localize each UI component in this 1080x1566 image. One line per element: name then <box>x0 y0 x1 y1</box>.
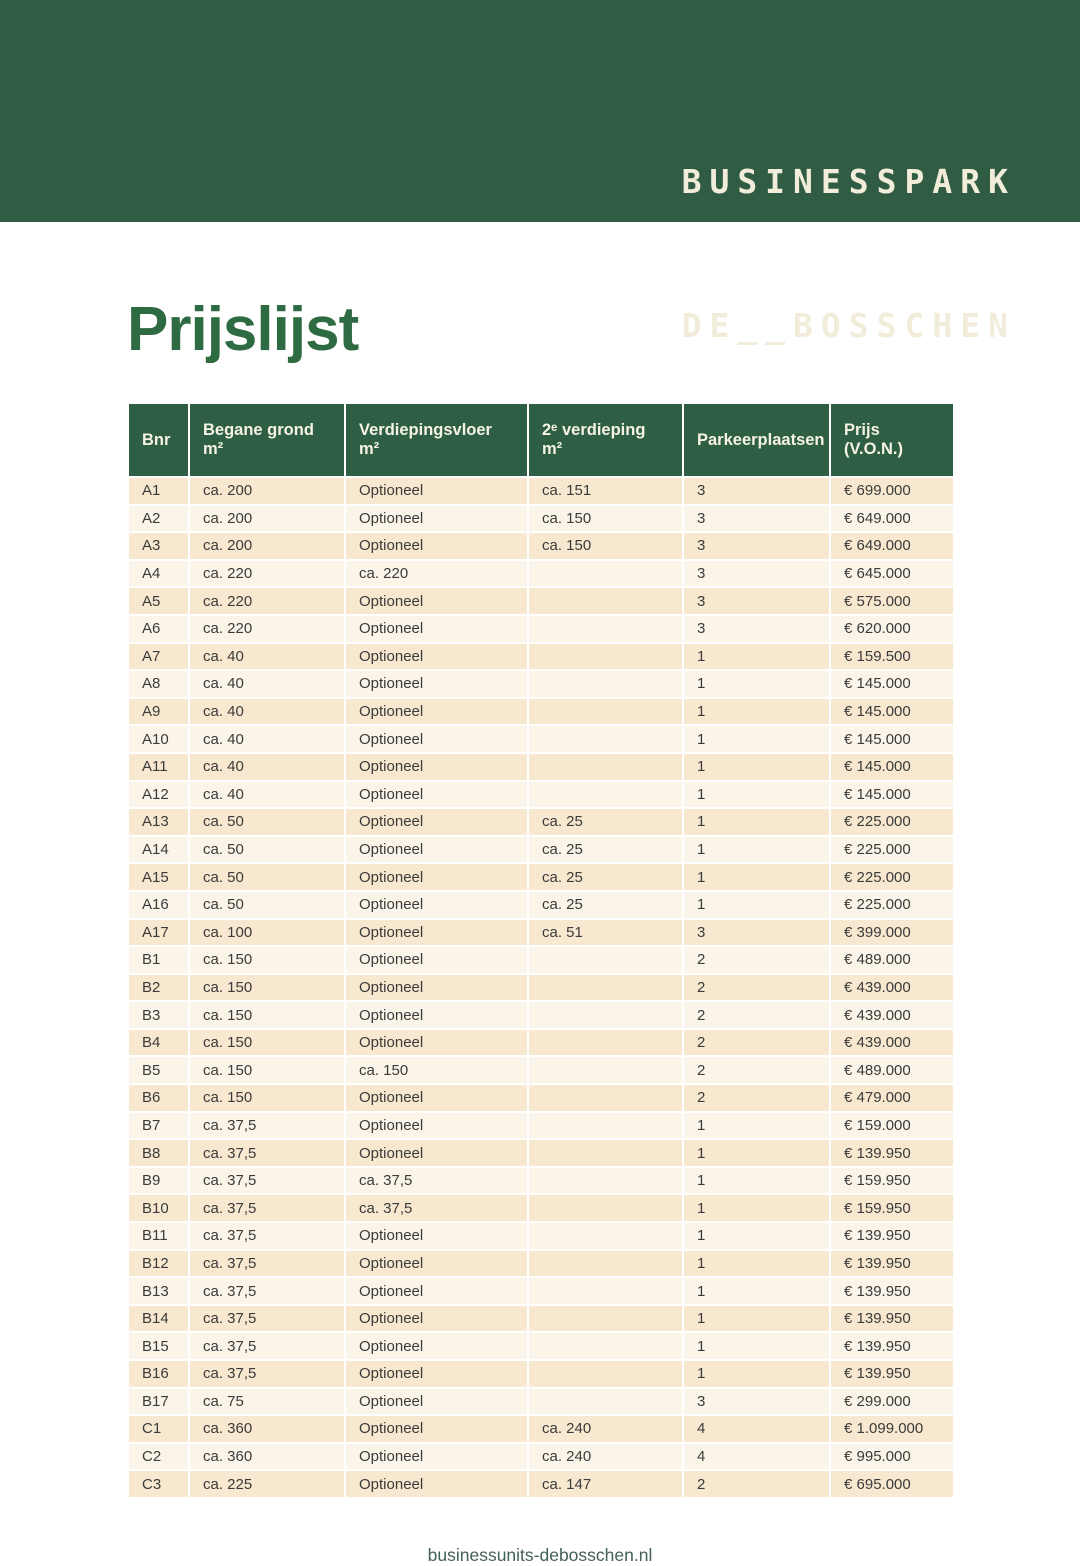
table-row <box>128 753 954 781</box>
cell-tweede-verdieping: ca. 240 <box>528 1415 683 1443</box>
cell-verdiepingsvloer: Optioneel <box>345 1277 528 1305</box>
cell-begane-grond: ca. 360 <box>189 1443 345 1471</box>
footer-url: businessunits-debosschen.nl <box>427 1544 653 1565</box>
cell-parkeerplaatsen: 1 <box>683 781 830 809</box>
cell-bnr: B9 <box>128 1167 189 1195</box>
table-row <box>128 1112 954 1140</box>
cell-prijs: € 139.950 <box>830 1250 954 1278</box>
table-row <box>128 1388 954 1416</box>
table-row <box>128 725 954 753</box>
cell-verdiepingsvloer: ca. 37,5 <box>345 1194 528 1222</box>
cell-tweede-verdieping <box>528 698 683 726</box>
cell-begane-grond: ca. 37,5 <box>189 1277 345 1305</box>
table-row <box>128 477 954 505</box>
cell-tweede-verdieping <box>528 1001 683 1029</box>
cell-parkeerplaatsen: 1 <box>683 753 830 781</box>
cell-tweede-verdieping <box>528 974 683 1002</box>
cell-begane-grond: ca. 37,5 <box>189 1194 345 1222</box>
cell-parkeerplaatsen: 4 <box>683 1443 830 1471</box>
table-row <box>128 560 954 588</box>
cell-prijs: € 139.950 <box>830 1360 954 1388</box>
cell-parkeerplaatsen: 1 <box>683 1250 830 1278</box>
cell-begane-grond: ca. 37,5 <box>189 1360 345 1388</box>
cell-parkeerplaatsen: 1 <box>683 836 830 864</box>
cell-begane-grond: ca. 220 <box>189 587 345 615</box>
cell-begane-grond: ca. 150 <box>189 1029 345 1057</box>
cell-bnr: A1 <box>128 477 189 505</box>
table-row <box>128 1056 954 1084</box>
cell-verdiepingsvloer: Optioneel <box>345 781 528 809</box>
cell-prijs: € 159.500 <box>830 643 954 671</box>
cell-parkeerplaatsen: 3 <box>683 477 830 505</box>
cell-tweede-verdieping <box>528 1139 683 1167</box>
cell-prijs: € 145.000 <box>830 725 954 753</box>
cell-tweede-verdieping <box>528 725 683 753</box>
cell-begane-grond: ca. 50 <box>189 808 345 836</box>
cell-prijs: € 299.000 <box>830 1388 954 1416</box>
cell-begane-grond: ca. 37,5 <box>189 1250 345 1278</box>
cell-begane-grond: ca. 200 <box>189 532 345 560</box>
cell-prijs: € 139.950 <box>830 1222 954 1250</box>
cell-bnr: A14 <box>128 836 189 864</box>
cell-begane-grond: ca. 360 <box>189 1415 345 1443</box>
footer <box>0 1545 1080 1566</box>
cell-parkeerplaatsen: 2 <box>683 1056 830 1084</box>
cell-bnr: B6 <box>128 1084 189 1112</box>
cell-begane-grond: ca. 225 <box>189 1470 345 1498</box>
cell-begane-grond: ca. 75 <box>189 1388 345 1416</box>
table-row <box>128 1029 954 1057</box>
column-header-begane-grond: Begane grond m² <box>189 403 345 477</box>
table-row <box>128 1167 954 1195</box>
cell-parkeerplaatsen: 1 <box>683 670 830 698</box>
cell-verdiepingsvloer: Optioneel <box>345 946 528 974</box>
table-row <box>128 1139 954 1167</box>
column-header-bnr: Bnr <box>128 403 189 477</box>
cell-verdiepingsvloer: Optioneel <box>345 808 528 836</box>
cell-begane-grond: ca. 220 <box>189 560 345 588</box>
table-row <box>128 781 954 809</box>
cell-tweede-verdieping <box>528 1056 683 1084</box>
cell-begane-grond: ca. 40 <box>189 698 345 726</box>
table-row <box>128 1332 954 1360</box>
cell-parkeerplaatsen: 3 <box>683 505 830 533</box>
cell-bnr: B8 <box>128 1139 189 1167</box>
table-row <box>128 1084 954 1112</box>
cell-prijs: € 225.000 <box>830 808 954 836</box>
cell-bnr: A2 <box>128 505 189 533</box>
cell-verdiepingsvloer: Optioneel <box>345 1415 528 1443</box>
cell-begane-grond: ca. 50 <box>189 836 345 864</box>
cell-verdiepingsvloer: Optioneel <box>345 698 528 726</box>
cell-prijs: € 225.000 <box>830 836 954 864</box>
cell-prijs: € 159.000 <box>830 1112 954 1140</box>
cell-verdiepingsvloer: Optioneel <box>345 1029 528 1057</box>
cell-verdiepingsvloer: Optioneel <box>345 1112 528 1140</box>
cell-begane-grond: ca. 37,5 <box>189 1167 345 1195</box>
table-row <box>128 1305 954 1333</box>
cell-bnr: A3 <box>128 532 189 560</box>
cell-bnr: A5 <box>128 587 189 615</box>
cell-tweede-verdieping <box>528 1332 683 1360</box>
cell-verdiepingsvloer: Optioneel <box>345 1360 528 1388</box>
cell-parkeerplaatsen: 1 <box>683 1112 830 1140</box>
table-row <box>128 919 954 947</box>
table-row <box>128 891 954 919</box>
cell-tweede-verdieping: ca. 150 <box>528 532 683 560</box>
cell-bnr: B15 <box>128 1332 189 1360</box>
cell-bnr: A4 <box>128 560 189 588</box>
cell-bnr: A7 <box>128 643 189 671</box>
cell-verdiepingsvloer: Optioneel <box>345 1250 528 1278</box>
cell-begane-grond: ca. 37,5 <box>189 1112 345 1140</box>
cell-begane-grond: ca. 150 <box>189 1056 345 1084</box>
cell-verdiepingsvloer: Optioneel <box>345 1332 528 1360</box>
cell-prijs: € 145.000 <box>830 670 954 698</box>
cell-bnr: B3 <box>128 1001 189 1029</box>
cell-prijs: € 489.000 <box>830 1056 954 1084</box>
cell-prijs: € 489.000 <box>830 946 954 974</box>
cell-parkeerplaatsen: 3 <box>683 560 830 588</box>
cell-prijs: € 439.000 <box>830 974 954 1002</box>
cell-bnr: C1 <box>128 1415 189 1443</box>
cell-tweede-verdieping: ca. 25 <box>528 836 683 864</box>
brand-logo <box>682 62 1016 446</box>
cell-tweede-verdieping: ca. 147 <box>528 1470 683 1498</box>
cell-prijs: € 645.000 <box>830 560 954 588</box>
cell-parkeerplaatsen: 2 <box>683 974 830 1002</box>
cell-tweede-verdieping <box>528 946 683 974</box>
cell-bnr: A12 <box>128 781 189 809</box>
cell-prijs: € 139.950 <box>830 1332 954 1360</box>
cell-prijs: € 1.099.000 <box>830 1415 954 1443</box>
cell-prijs: € 479.000 <box>830 1084 954 1112</box>
cell-bnr: A6 <box>128 615 189 643</box>
table-row <box>128 1001 954 1029</box>
cell-prijs: € 699.000 <box>830 477 954 505</box>
column-header-prijs: Prijs (V.O.N.) <box>830 403 954 477</box>
cell-parkeerplaatsen: 1 <box>683 1139 830 1167</box>
cell-verdiepingsvloer: Optioneel <box>345 725 528 753</box>
cell-begane-grond: ca. 200 <box>189 477 345 505</box>
cell-verdiepingsvloer: Optioneel <box>345 753 528 781</box>
cell-tweede-verdieping: ca. 150 <box>528 505 683 533</box>
cell-bnr: A15 <box>128 863 189 891</box>
cell-tweede-verdieping <box>528 1084 683 1112</box>
cell-prijs: € 139.950 <box>830 1139 954 1167</box>
table-row <box>128 1360 954 1388</box>
cell-prijs: € 399.000 <box>830 919 954 947</box>
cell-parkeerplaatsen: 2 <box>683 1084 830 1112</box>
cell-tweede-verdieping <box>528 560 683 588</box>
cell-tweede-verdieping <box>528 781 683 809</box>
cell-begane-grond: ca. 37,5 <box>189 1305 345 1333</box>
logo-line-2: DE__BOSSCHEN <box>681 306 1016 345</box>
cell-bnr: B5 <box>128 1056 189 1084</box>
cell-parkeerplaatsen: 1 <box>683 863 830 891</box>
cell-parkeerplaatsen: 2 <box>683 1001 830 1029</box>
cell-prijs: € 439.000 <box>830 1029 954 1057</box>
cell-prijs: € 439.000 <box>830 1001 954 1029</box>
cell-bnr: A11 <box>128 753 189 781</box>
cell-tweede-verdieping <box>528 587 683 615</box>
cell-verdiepingsvloer: Optioneel <box>345 1470 528 1498</box>
cell-tweede-verdieping: ca. 25 <box>528 891 683 919</box>
cell-begane-grond: ca. 37,5 <box>189 1139 345 1167</box>
column-header-tweede-verdieping: 2ᵉ verdieping m² <box>528 403 683 477</box>
cell-parkeerplaatsen: 1 <box>683 1305 830 1333</box>
cell-bnr: B4 <box>128 1029 189 1057</box>
cell-verdiepingsvloer: ca. 220 <box>345 560 528 588</box>
table-row <box>128 698 954 726</box>
cell-begane-grond: ca. 40 <box>189 670 345 698</box>
cell-verdiepingsvloer: Optioneel <box>345 919 528 947</box>
cell-verdiepingsvloer: Optioneel <box>345 477 528 505</box>
cell-parkeerplaatsen: 2 <box>683 1470 830 1498</box>
cell-bnr: B11 <box>128 1222 189 1250</box>
cell-prijs: € 159.950 <box>830 1167 954 1195</box>
cell-begane-grond: ca. 200 <box>189 505 345 533</box>
cell-begane-grond: ca. 40 <box>189 725 345 753</box>
cell-prijs: € 649.000 <box>830 505 954 533</box>
cell-bnr: B13 <box>128 1277 189 1305</box>
cell-tweede-verdieping: ca. 240 <box>528 1443 683 1471</box>
cell-parkeerplaatsen: 1 <box>683 1332 830 1360</box>
cell-tweede-verdieping <box>528 1194 683 1222</box>
cell-bnr: B16 <box>128 1360 189 1388</box>
cell-parkeerplaatsen: 1 <box>683 808 830 836</box>
cell-verdiepingsvloer: Optioneel <box>345 532 528 560</box>
cell-parkeerplaatsen: 3 <box>683 587 830 615</box>
cell-prijs: € 695.000 <box>830 1470 954 1498</box>
cell-tweede-verdieping <box>528 1388 683 1416</box>
cell-tweede-verdieping <box>528 643 683 671</box>
cell-tweede-verdieping <box>528 1029 683 1057</box>
cell-verdiepingsvloer: Optioneel <box>345 670 528 698</box>
table-row <box>128 1443 954 1471</box>
cell-bnr: C3 <box>128 1470 189 1498</box>
cell-tweede-verdieping: ca. 51 <box>528 919 683 947</box>
cell-prijs: € 995.000 <box>830 1443 954 1471</box>
cell-bnr: A16 <box>128 891 189 919</box>
table-row <box>128 615 954 643</box>
page-title: Prijslijst <box>127 295 359 364</box>
cell-verdiepingsvloer: Optioneel <box>345 615 528 643</box>
cell-verdiepingsvloer: Optioneel <box>345 1222 528 1250</box>
cell-tweede-verdieping <box>528 670 683 698</box>
cell-verdiepingsvloer: Optioneel <box>345 1084 528 1112</box>
cell-parkeerplaatsen: 1 <box>683 1360 830 1388</box>
cell-prijs: € 225.000 <box>830 863 954 891</box>
cell-verdiepingsvloer: Optioneel <box>345 863 528 891</box>
cell-verdiepingsvloer: Optioneel <box>345 1305 528 1333</box>
cell-tweede-verdieping: ca. 25 <box>528 863 683 891</box>
cell-verdiepingsvloer: Optioneel <box>345 1388 528 1416</box>
cell-prijs: € 159.950 <box>830 1194 954 1222</box>
cell-bnr: B10 <box>128 1194 189 1222</box>
cell-tweede-verdieping <box>528 615 683 643</box>
cell-tweede-verdieping <box>528 1167 683 1195</box>
cell-begane-grond: ca. 150 <box>189 974 345 1002</box>
cell-verdiepingsvloer: Optioneel <box>345 1443 528 1471</box>
cell-parkeerplaatsen: 1 <box>683 725 830 753</box>
cell-parkeerplaatsen: 3 <box>683 919 830 947</box>
cell-begane-grond: ca. 150 <box>189 1084 345 1112</box>
cell-tweede-verdieping <box>528 1222 683 1250</box>
cell-tweede-verdieping <box>528 1112 683 1140</box>
cell-begane-grond: ca. 150 <box>189 1001 345 1029</box>
cell-tweede-verdieping <box>528 753 683 781</box>
cell-verdiepingsvloer: ca. 150 <box>345 1056 528 1084</box>
cell-parkeerplaatsen: 1 <box>683 1222 830 1250</box>
cell-tweede-verdieping: ca. 151 <box>528 477 683 505</box>
table-row <box>128 1415 954 1443</box>
cell-tweede-verdieping <box>528 1305 683 1333</box>
cell-bnr: A8 <box>128 670 189 698</box>
cell-bnr: A10 <box>128 725 189 753</box>
cell-parkeerplaatsen: 4 <box>683 1415 830 1443</box>
cell-verdiepingsvloer: Optioneel <box>345 505 528 533</box>
column-header-parkeerplaatsen: Parkeerplaatsen <box>683 403 830 477</box>
cell-begane-grond: ca. 150 <box>189 946 345 974</box>
cell-tweede-verdieping <box>528 1360 683 1388</box>
cell-prijs: € 575.000 <box>830 587 954 615</box>
table-row <box>128 1470 954 1498</box>
cell-parkeerplaatsen: 1 <box>683 1194 830 1222</box>
table-row <box>128 587 954 615</box>
cell-bnr: B17 <box>128 1388 189 1416</box>
cell-verdiepingsvloer: Optioneel <box>345 1139 528 1167</box>
cell-prijs: € 145.000 <box>830 753 954 781</box>
cell-begane-grond: ca. 220 <box>189 615 345 643</box>
cell-begane-grond: ca. 40 <box>189 781 345 809</box>
cell-begane-grond: ca. 50 <box>189 891 345 919</box>
cell-verdiepingsvloer: Optioneel <box>345 1001 528 1029</box>
table-row <box>128 863 954 891</box>
cell-parkeerplaatsen: 1 <box>683 891 830 919</box>
cell-parkeerplaatsen: 3 <box>683 615 830 643</box>
table-row <box>128 1222 954 1250</box>
cell-parkeerplaatsen: 3 <box>683 532 830 560</box>
table-row <box>128 670 954 698</box>
cell-verdiepingsvloer: ca. 37,5 <box>345 1167 528 1195</box>
cell-bnr: B2 <box>128 974 189 1002</box>
cell-begane-grond: ca. 50 <box>189 863 345 891</box>
cell-tweede-verdieping <box>528 1277 683 1305</box>
table-row <box>128 1277 954 1305</box>
cell-verdiepingsvloer: Optioneel <box>345 974 528 1002</box>
cell-bnr: B14 <box>128 1305 189 1333</box>
price-table-body <box>128 477 954 1498</box>
price-table <box>127 402 955 1499</box>
table-row <box>128 974 954 1002</box>
cell-prijs: € 649.000 <box>830 532 954 560</box>
cell-verdiepingsvloer: Optioneel <box>345 891 528 919</box>
cell-parkeerplaatsen: 2 <box>683 946 830 974</box>
cell-verdiepingsvloer: Optioneel <box>345 643 528 671</box>
cell-bnr: C2 <box>128 1443 189 1471</box>
cell-prijs: € 139.950 <box>830 1277 954 1305</box>
cell-verdiepingsvloer: Optioneel <box>345 836 528 864</box>
cell-begane-grond: ca. 37,5 <box>189 1332 345 1360</box>
cell-tweede-verdieping: ca. 25 <box>528 808 683 836</box>
cell-bnr: A17 <box>128 919 189 947</box>
table-row <box>128 532 954 560</box>
cell-prijs: € 145.000 <box>830 781 954 809</box>
cell-bnr: A9 <box>128 698 189 726</box>
cell-begane-grond: ca. 40 <box>189 753 345 781</box>
cell-begane-grond: ca. 37,5 <box>189 1222 345 1250</box>
table-row <box>128 946 954 974</box>
table-row <box>128 1250 954 1278</box>
cell-begane-grond: ca. 100 <box>189 919 345 947</box>
cell-bnr: B12 <box>128 1250 189 1278</box>
table-row <box>128 1194 954 1222</box>
cell-bnr: B1 <box>128 946 189 974</box>
cell-parkeerplaatsen: 1 <box>683 643 830 671</box>
cell-bnr: A13 <box>128 808 189 836</box>
cell-parkeerplaatsen: 1 <box>683 1277 830 1305</box>
column-header-verdiepingsvloer: Verdiepingsvloer m² <box>345 403 528 477</box>
cell-verdiepingsvloer: Optioneel <box>345 587 528 615</box>
table-row <box>128 643 954 671</box>
cell-prijs: € 225.000 <box>830 891 954 919</box>
cell-parkeerplaatsen: 3 <box>683 1388 830 1416</box>
cell-parkeerplaatsen: 1 <box>683 698 830 726</box>
cell-parkeerplaatsen: 1 <box>683 1167 830 1195</box>
cell-prijs: € 145.000 <box>830 698 954 726</box>
table-row <box>128 505 954 533</box>
table-row <box>128 808 954 836</box>
cell-prijs: € 139.950 <box>830 1305 954 1333</box>
cell-prijs: € 620.000 <box>830 615 954 643</box>
table-row <box>128 836 954 864</box>
logo-line-1: BUSINESSPARK <box>681 162 1016 201</box>
cell-bnr: B7 <box>128 1112 189 1140</box>
cell-begane-grond: ca. 40 <box>189 643 345 671</box>
cell-parkeerplaatsen: 2 <box>683 1029 830 1057</box>
cell-tweede-verdieping <box>528 1250 683 1278</box>
